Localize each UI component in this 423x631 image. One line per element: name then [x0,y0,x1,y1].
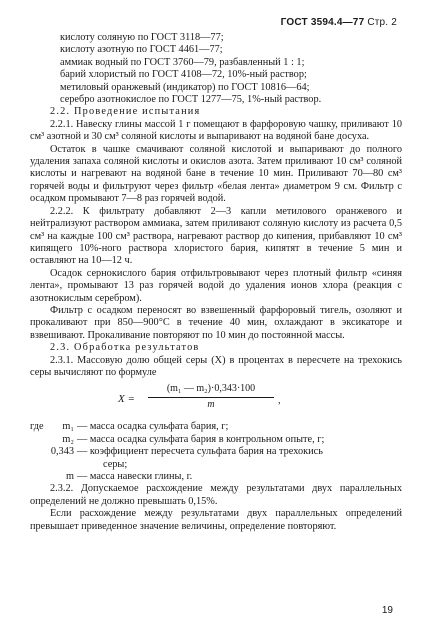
legend-text: — масса осадка сульфата бария, г; [77,421,229,433]
page-number: 19 [381,604,393,616]
formula-lhs: X = [118,393,135,406]
legend-text: — масса навески глины, г. [77,471,193,482]
formula-numerator: (m₁ — m₂)·0,343·100 [148,383,274,397]
paragraph-2-2-1: 2.2.1. Навеску глины массой 1 г помещают в фарфоровую чашку, приливают 10 см³ азотной и 30 см³ соляной кислоты и выпаривают на водяной бане досуха. [30,118,402,143]
formula-denominator: m [207,398,215,410]
legend-row [30,459,402,471]
paragraph-2-3-2: 2.3.2. Допускаемое расхождение между результатами двух параллельных определений не должно превышать 0,15%. [30,483,402,507]
page-label: Стр. 2 [367,17,397,28]
paragraph-2-3-1: 2.3.1. Массовую долю общей серы (X) в процентах в пересчете на трехокись серы вычисляют по формуле [30,354,402,378]
standard-code: ГОСТ 3594.4—77 [280,17,365,28]
reagent-item: кислоту азотную по ГОСТ 4461—77; [60,44,223,56]
legend-text: серы; [103,458,128,470]
sulfur-formula [30,383,402,417]
variable-legend [30,421,402,483]
formula-tail: , [278,395,281,407]
legend-lead: где [30,421,44,433]
paragraph-precipitate: Осадок сернокислого бария отфильтровывают через плотный фильтр «синяя лента», промывают 13 раз горячей водой до удаления ионов хлора (реакция с азотнокислым серебром). [30,267,402,304]
reagent-item: барий хлористый по ГОСТ 4108—72, 10%-ный раствор; [60,69,307,81]
reagent-item: аммиак водный по ГОСТ 3760—79, разбавленный 1 : 1; [60,56,305,68]
legend-row [30,446,402,458]
formula-fraction [148,383,274,411]
legend-symbol: 0,343 [50,446,74,458]
legend-text: — коэффициент пересчета сульфата бария на трехокись [77,446,323,458]
legend-symbol: m₂ [62,433,74,445]
legend-row [30,421,402,433]
reagent-list [30,32,402,106]
paragraph-discrepancy: Если расхождение между результатами двух параллельных определений превышает приведенное значение величины, определение повторяют. [30,508,402,532]
legend-row [30,434,402,446]
section-heading-procedure: 2.2. Проведение испытания [50,106,201,118]
legend-row [30,471,402,483]
legend-symbol: m [65,471,74,482]
reagent-item: серебро азотнокислое по ГОСТ 1277—75, 1%-ный раствор. [60,94,322,106]
paragraph-residue: Остаток в чашке смачивают соляной кислотой и выпаривают до полного удаления запаха соляной кислоты и окислов азота. Затем приливают 10 см³ соляной кислоты и нагревают на водяной бане в течение 10 мин. Приливают 70—80 см³ горячей воды и фильтруют через фильтр «белая лента» диаметром 9 см. Фильтр с осадком промывают 7—8 раз горячей водой. [30,143,402,205]
document-body [30,32,402,533]
reagent-item: метиловый оранжевый (индикатор) по ГОСТ 10816—64; [60,81,310,93]
legend-text: — масса осадка сульфата бария в контрольном опыте, г; [77,433,325,445]
paragraph-2-2-2: 2.2.2. К фильтрату добавляют 2—3 капли метилового оранжевого и нейтрализуют раствором аммиака, затем приливают соляную кислоту из расчета 0,5 см³ на каждые 100 см³ раствора, нагревают раствор до кипения, прибавляют 10 см³ кипящего 10%-ного раствора хлористого бария, кипятят в течение 5 мин и оставляют на 10—12 ч. [30,205,402,267]
page-header [281,17,397,29]
reagent-item: кислоту соляную по ГОСТ 3118—77; [60,32,224,43]
section-heading-results: 2.3. Обработка результатов [50,342,200,354]
legend-symbol: m₁ [62,421,74,433]
paragraph-filter: Фильтр с осадком переносят во взвешенный фарфоровый тигель, озоляют и прокаливают при 850—900°С в течение 40 мин, охлаждают в эксикаторе и взвешивают. Прокаливание повторяют по 10 мин до постоянной массы. [30,304,402,341]
